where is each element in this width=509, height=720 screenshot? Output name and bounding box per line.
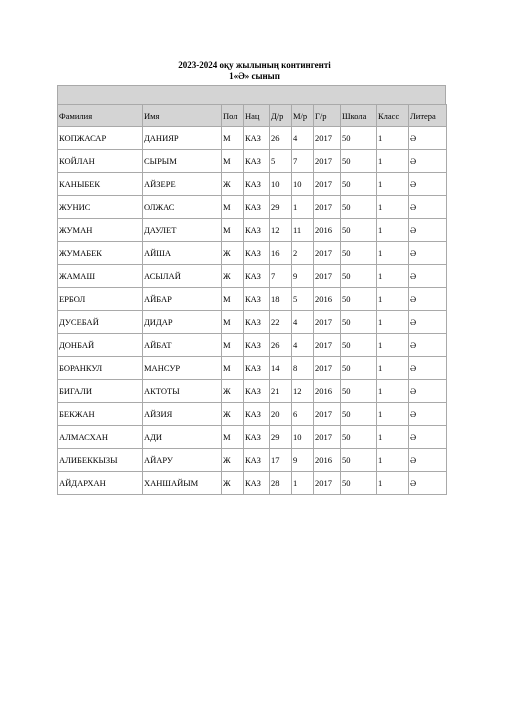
cell-birth-year: 2017 <box>314 357 341 380</box>
cell-birth-month: 10 <box>292 173 314 196</box>
cell-school: 50 <box>341 196 377 219</box>
cell-birth-year: 2017 <box>314 472 341 495</box>
cell-name: АЙАРУ <box>143 449 222 472</box>
cell-birth-month: 8 <box>292 357 314 380</box>
cell-school: 50 <box>341 265 377 288</box>
cell-letter: Ә <box>409 219 447 242</box>
col-header-birth-month: М/р <box>292 105 314 127</box>
cell-birth-day: 26 <box>270 127 292 150</box>
cell-birth-day: 26 <box>270 334 292 357</box>
cell-birth-month: 9 <box>292 449 314 472</box>
cell-birth-day: 17 <box>270 449 292 472</box>
cell-birth-month: 1 <box>292 472 314 495</box>
cell-gender: М <box>222 311 244 334</box>
cell-birth-month: 2 <box>292 242 314 265</box>
cell-letter: Ә <box>409 380 447 403</box>
cell-school: 50 <box>341 150 377 173</box>
cell-name: АКТОТЫ <box>143 380 222 403</box>
cell-nationality: КАЗ <box>244 242 270 265</box>
cell-school: 50 <box>341 380 377 403</box>
cell-nationality: КАЗ <box>244 426 270 449</box>
cell-school: 50 <box>341 334 377 357</box>
cell-nationality: КАЗ <box>244 219 270 242</box>
cell-nationality: КАЗ <box>244 403 270 426</box>
cell-surname: ЕРБОЛ <box>58 288 143 311</box>
cell-nationality: КАЗ <box>244 380 270 403</box>
table-row <box>58 380 447 403</box>
cell-birth-month: 11 <box>292 219 314 242</box>
cell-surname: АЛМАСХАН <box>58 426 143 449</box>
cell-letter: Ә <box>409 265 447 288</box>
cell-grade: 1 <box>377 265 409 288</box>
cell-gender: М <box>222 334 244 357</box>
table-header-band <box>57 85 446 104</box>
cell-surname: АЙДАРХАН <box>58 472 143 495</box>
cell-surname: ЖАМАШ <box>58 265 143 288</box>
cell-letter: Ә <box>409 449 447 472</box>
cell-birth-year: 2016 <box>314 288 341 311</box>
cell-grade: 1 <box>377 472 409 495</box>
cell-letter: Ә <box>409 196 447 219</box>
cell-surname: ДУСЕБАЙ <box>58 311 143 334</box>
cell-grade: 1 <box>377 334 409 357</box>
cell-birth-day: 7 <box>270 265 292 288</box>
cell-surname: КОПЖАСАР <box>58 127 143 150</box>
table-row <box>58 265 447 288</box>
cell-birth-year: 2017 <box>314 311 341 334</box>
cell-birth-month: 4 <box>292 311 314 334</box>
cell-letter: Ә <box>409 173 447 196</box>
table-row <box>58 403 447 426</box>
cell-birth-day: 18 <box>270 288 292 311</box>
col-header-birth-day: Д/р <box>270 105 292 127</box>
cell-letter: Ә <box>409 426 447 449</box>
cell-gender: Ж <box>222 242 244 265</box>
cell-birth-year: 2016 <box>314 380 341 403</box>
cell-name: АЙБАТ <box>143 334 222 357</box>
table-row <box>58 196 447 219</box>
cell-birth-year: 2017 <box>314 426 341 449</box>
cell-name: ДИДАР <box>143 311 222 334</box>
cell-birth-day: 22 <box>270 311 292 334</box>
cell-surname: ДОНБАЙ <box>58 334 143 357</box>
cell-gender: М <box>222 196 244 219</box>
cell-birth-month: 9 <box>292 265 314 288</box>
cell-gender: Ж <box>222 265 244 288</box>
cell-nationality: КАЗ <box>244 334 270 357</box>
cell-gender: М <box>222 288 244 311</box>
cell-birth-year: 2017 <box>314 265 341 288</box>
cell-name: ДАНИЯР <box>143 127 222 150</box>
cell-gender: Ж <box>222 173 244 196</box>
col-header-grade: Класс <box>377 105 409 127</box>
cell-birth-day: 16 <box>270 242 292 265</box>
title-year: 2023-2024 оқу жылының контингенті <box>178 60 331 70</box>
cell-gender: М <box>222 150 244 173</box>
table-row <box>58 357 447 380</box>
cell-grade: 1 <box>377 449 409 472</box>
cell-name: ОЛЖАС <box>143 196 222 219</box>
cell-birth-month: 12 <box>292 380 314 403</box>
table-row <box>58 311 447 334</box>
table-row <box>58 288 447 311</box>
cell-letter: Ә <box>409 403 447 426</box>
cell-nationality: КАЗ <box>244 449 270 472</box>
table-row <box>58 150 447 173</box>
cell-letter: Ә <box>409 242 447 265</box>
cell-gender: М <box>222 219 244 242</box>
cell-school: 50 <box>341 472 377 495</box>
cell-nationality: КАЗ <box>244 265 270 288</box>
cell-school: 50 <box>341 357 377 380</box>
cell-name: АЙЗИЯ <box>143 403 222 426</box>
cell-gender: М <box>222 127 244 150</box>
col-header-name: Имя <box>143 105 222 127</box>
table-row <box>58 449 447 472</box>
cell-school: 50 <box>341 403 377 426</box>
table-row <box>58 426 447 449</box>
cell-gender: М <box>222 357 244 380</box>
cell-surname: БОРАНКУЛ <box>58 357 143 380</box>
cell-surname: КОЙЛАН <box>58 150 143 173</box>
cell-grade: 1 <box>377 380 409 403</box>
cell-grade: 1 <box>377 219 409 242</box>
cell-nationality: КАЗ <box>244 127 270 150</box>
cell-nationality: КАЗ <box>244 150 270 173</box>
cell-birth-month: 10 <box>292 426 314 449</box>
col-header-gender: Пол <box>222 105 244 127</box>
cell-grade: 1 <box>377 173 409 196</box>
title-class: 1«Ә» сынып <box>229 71 280 81</box>
cell-birth-month: 6 <box>292 403 314 426</box>
cell-birth-year: 2017 <box>314 242 341 265</box>
cell-name: АЙЗЕРЕ <box>143 173 222 196</box>
cell-letter: Ә <box>409 357 447 380</box>
cell-school: 50 <box>341 426 377 449</box>
cell-birth-day: 20 <box>270 403 292 426</box>
cell-grade: 1 <box>377 288 409 311</box>
cell-gender: Ж <box>222 449 244 472</box>
cell-birth-day: 28 <box>270 472 292 495</box>
cell-gender: Ж <box>222 403 244 426</box>
col-header-surname: Фамилия <box>58 105 143 127</box>
cell-school: 50 <box>341 127 377 150</box>
cell-birth-year: 2017 <box>314 173 341 196</box>
cell-nationality: КАЗ <box>244 311 270 334</box>
cell-name: ХАНШАЙЫМ <box>143 472 222 495</box>
cell-school: 50 <box>341 219 377 242</box>
cell-surname: ЖУНИС <box>58 196 143 219</box>
cell-birth-month: 4 <box>292 127 314 150</box>
cell-grade: 1 <box>377 357 409 380</box>
cell-letter: Ә <box>409 311 447 334</box>
cell-school: 50 <box>341 288 377 311</box>
table-row <box>58 173 447 196</box>
cell-school: 50 <box>341 242 377 265</box>
cell-birth-day: 5 <box>270 150 292 173</box>
cell-surname: КАНЫБЕК <box>58 173 143 196</box>
cell-birth-day: 12 <box>270 219 292 242</box>
cell-birth-day: 14 <box>270 357 292 380</box>
cell-birth-year: 2016 <box>314 449 341 472</box>
cell-letter: Ә <box>409 472 447 495</box>
cell-birth-year: 2017 <box>314 127 341 150</box>
cell-name: АСЫЛАЙ <box>143 265 222 288</box>
col-header-nationality: Нац <box>244 105 270 127</box>
cell-nationality: КАЗ <box>244 288 270 311</box>
cell-name: МАНСУР <box>143 357 222 380</box>
cell-nationality: КАЗ <box>244 357 270 380</box>
table-row <box>58 334 447 357</box>
cell-surname: БЕКЖАН <box>58 403 143 426</box>
cell-grade: 1 <box>377 311 409 334</box>
cell-birth-month: 4 <box>292 334 314 357</box>
cell-school: 50 <box>341 449 377 472</box>
cell-birth-year: 2017 <box>314 403 341 426</box>
table-row <box>58 219 447 242</box>
cell-name: АДИ <box>143 426 222 449</box>
col-header-letter: Литера <box>409 105 447 127</box>
cell-birth-year: 2017 <box>314 150 341 173</box>
cell-birth-month: 7 <box>292 150 314 173</box>
cell-letter: Ә <box>409 288 447 311</box>
cell-grade: 1 <box>377 150 409 173</box>
cell-birth-month: 1 <box>292 196 314 219</box>
table-row <box>58 242 447 265</box>
contingent-table <box>57 104 447 495</box>
table-row <box>58 472 447 495</box>
cell-grade: 1 <box>377 127 409 150</box>
cell-birth-year: 2016 <box>314 219 341 242</box>
cell-name: АЙБАР <box>143 288 222 311</box>
cell-grade: 1 <box>377 426 409 449</box>
cell-name: АЙША <box>143 242 222 265</box>
document-title <box>0 60 509 82</box>
cell-letter: Ә <box>409 150 447 173</box>
cell-birth-year: 2017 <box>314 196 341 219</box>
table-row <box>58 127 447 150</box>
cell-birth-day: 10 <box>270 173 292 196</box>
cell-surname: ЖУМАБЕК <box>58 242 143 265</box>
cell-gender: Ж <box>222 472 244 495</box>
cell-name: СЫРЫМ <box>143 150 222 173</box>
cell-surname: АЛИБЕККЫЗЫ <box>58 449 143 472</box>
cell-nationality: КАЗ <box>244 472 270 495</box>
cell-surname: ЖУМАН <box>58 219 143 242</box>
cell-nationality: КАЗ <box>244 173 270 196</box>
cell-school: 50 <box>341 311 377 334</box>
cell-grade: 1 <box>377 403 409 426</box>
cell-grade: 1 <box>377 196 409 219</box>
cell-birth-day: 29 <box>270 426 292 449</box>
cell-birth-month: 5 <box>292 288 314 311</box>
cell-birth-day: 29 <box>270 196 292 219</box>
cell-birth-year: 2017 <box>314 334 341 357</box>
cell-letter: Ә <box>409 334 447 357</box>
cell-gender: Ж <box>222 380 244 403</box>
cell-name: ДАУЛЕТ <box>143 219 222 242</box>
cell-grade: 1 <box>377 242 409 265</box>
cell-school: 50 <box>341 173 377 196</box>
cell-letter: Ә <box>409 127 447 150</box>
header-row <box>58 105 447 127</box>
cell-nationality: КАЗ <box>244 196 270 219</box>
col-header-birth-year: Г/р <box>314 105 341 127</box>
cell-surname: БИГАЛИ <box>58 380 143 403</box>
contingent-table-wrapper <box>57 85 446 495</box>
cell-birth-day: 21 <box>270 380 292 403</box>
col-header-school: Школа <box>341 105 377 127</box>
cell-gender: М <box>222 426 244 449</box>
